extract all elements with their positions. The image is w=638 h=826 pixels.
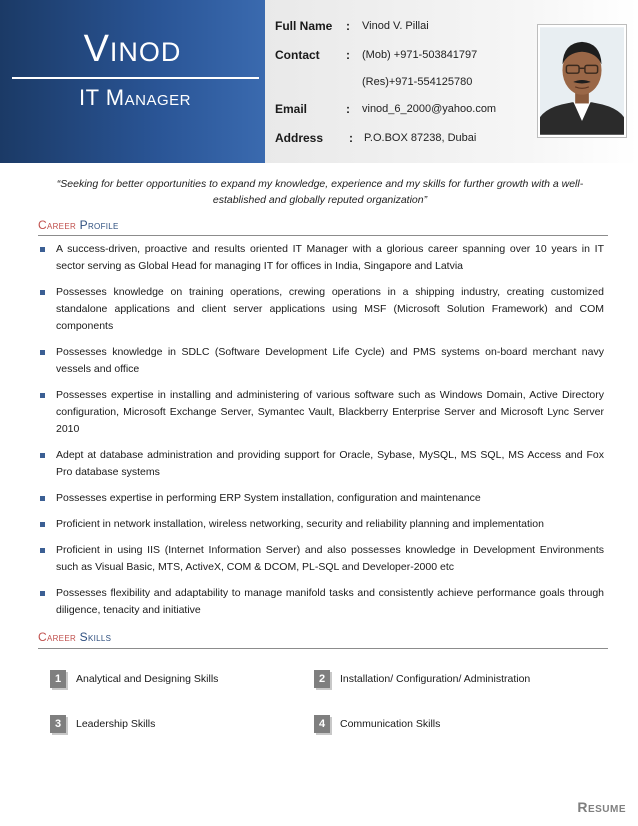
name-divider — [12, 77, 259, 79]
skill-item — [50, 715, 155, 733]
profile-item — [38, 585, 604, 619]
header-band — [0, 0, 638, 163]
full-name-label: Full Name — [275, 19, 333, 33]
skill-label: Communication Skills — [340, 718, 441, 730]
objective-quote: “Seeking for better opportunities to expand my knowledge, experience and my skills for further growth with a well-established and globally reputed organization” — [56, 178, 584, 206]
career-skills-heading-first: Career — [38, 630, 77, 644]
profile-item-text: Possesses expertise in performing ERP System installation, configuration and maintenance — [56, 492, 481, 504]
profile-item-text: Proficient in using IIS (Internet Information Server) and also possesses knowledge in Development Environments such as Visual Basic, MTS, ActiveX, COM & DCOM, PL-SQL and Developer-2000 etc — [56, 544, 604, 573]
skill-item — [314, 670, 530, 688]
career-skills-heading-second: Skills — [79, 630, 112, 644]
skill-label: Leadership Skills — [76, 718, 156, 730]
profile-item — [38, 542, 604, 576]
skill-number-badge: 2 — [314, 670, 330, 688]
profile-item — [38, 284, 604, 335]
square-bullet-icon — [40, 591, 45, 596]
square-bullet-icon — [40, 350, 45, 355]
profile-item — [38, 490, 604, 507]
resume-footer-label: Resume — [577, 799, 626, 815]
career-profile-list — [38, 241, 604, 628]
full-name-separator: : — [346, 19, 350, 33]
email-separator: : — [346, 102, 350, 116]
address-separator: : — [349, 131, 353, 145]
career-profile-heading — [38, 218, 119, 232]
portrait-icon — [540, 27, 624, 135]
address-value: P.O.BOX 87238, Dubai — [364, 132, 477, 144]
square-bullet-icon — [40, 247, 45, 252]
address-label: Address — [275, 131, 324, 145]
candidate-name: Vinod — [83, 28, 182, 70]
square-bullet-icon — [40, 290, 45, 295]
profile-item-text: Adept at database administration and providing support for Oracle, Sybase, MySQL, MS SQL, MS Access and Fox Pro database systems — [56, 449, 604, 478]
profile-item — [38, 344, 604, 378]
skill-number-badge: 3 — [50, 715, 66, 733]
skill-number-badge: 4 — [314, 715, 330, 733]
profile-item — [38, 241, 604, 275]
profile-photo — [537, 24, 627, 138]
square-bullet-icon — [40, 522, 45, 527]
contact-mobile: (Mob) +971-503841797 — [362, 49, 478, 61]
career-skills-rule — [38, 648, 608, 649]
profile-item-text: Possesses expertise in installing and administering of various software such as Windows Domain, Active Directory configuration, Microsoft Exchange Server, Symantec Vault, Blackberry Enterprise Server and Microsoft Lync Server 2010 — [56, 389, 604, 435]
career-skills-heading — [38, 630, 111, 644]
career-profile-heading-first: Career — [38, 218, 77, 232]
profile-item-text: Possesses flexibility and adaptability to manage manifold tasks and consistently achieve performance goals through diligence, tenacity and initiative — [56, 587, 604, 616]
career-profile-heading-second: Profile — [79, 218, 119, 232]
profile-item — [38, 447, 604, 481]
profile-item-text: Possesses knowledge on training operations, crewing operations in a shipping industry, creating customized standalone applications and client server applications using MSF (Microsoft Solution Framework) and COM components — [56, 286, 604, 332]
full-name-value: Vinod V. Pillai — [362, 20, 429, 32]
profile-item-text: Proficient in network installation, wireless networking, security and reliability planning and implementation — [56, 518, 544, 530]
email-label: Email — [275, 102, 308, 116]
square-bullet-icon — [40, 393, 45, 398]
email-value[interactable]: vinod_6_2000@yahoo.com — [362, 103, 497, 115]
square-bullet-icon — [40, 453, 45, 458]
square-bullet-icon — [40, 496, 45, 501]
skill-number-badge: 1 — [50, 670, 66, 688]
name-panel — [0, 0, 265, 163]
contact-separator: : — [346, 48, 350, 62]
profile-item-text: A success-driven, proactive and results oriented IT Manager with a glorious career spanning over 10 years in IT sector serving as Global Head for managing IT for offices in India, Singapore and Latvia — [56, 243, 604, 272]
career-profile-rule — [38, 235, 608, 236]
profile-item — [38, 387, 604, 438]
contact-residence: (Res)+971-554125780 — [362, 76, 473, 88]
square-bullet-icon — [40, 548, 45, 553]
profile-item — [38, 516, 604, 533]
skill-label: Analytical and Designing Skills — [76, 673, 219, 685]
skill-label: Installation/ Configuration/ Administration — [340, 673, 531, 685]
skill-item — [314, 715, 440, 733]
profile-item-text: Possesses knowledge in SDLC (Software Development Life Cycle) and PMS systems on-board merchant navy vessels and office — [56, 346, 604, 375]
skill-item — [50, 670, 218, 688]
candidate-role: IT Manager — [79, 85, 191, 110]
contact-label: Contact — [275, 48, 320, 62]
